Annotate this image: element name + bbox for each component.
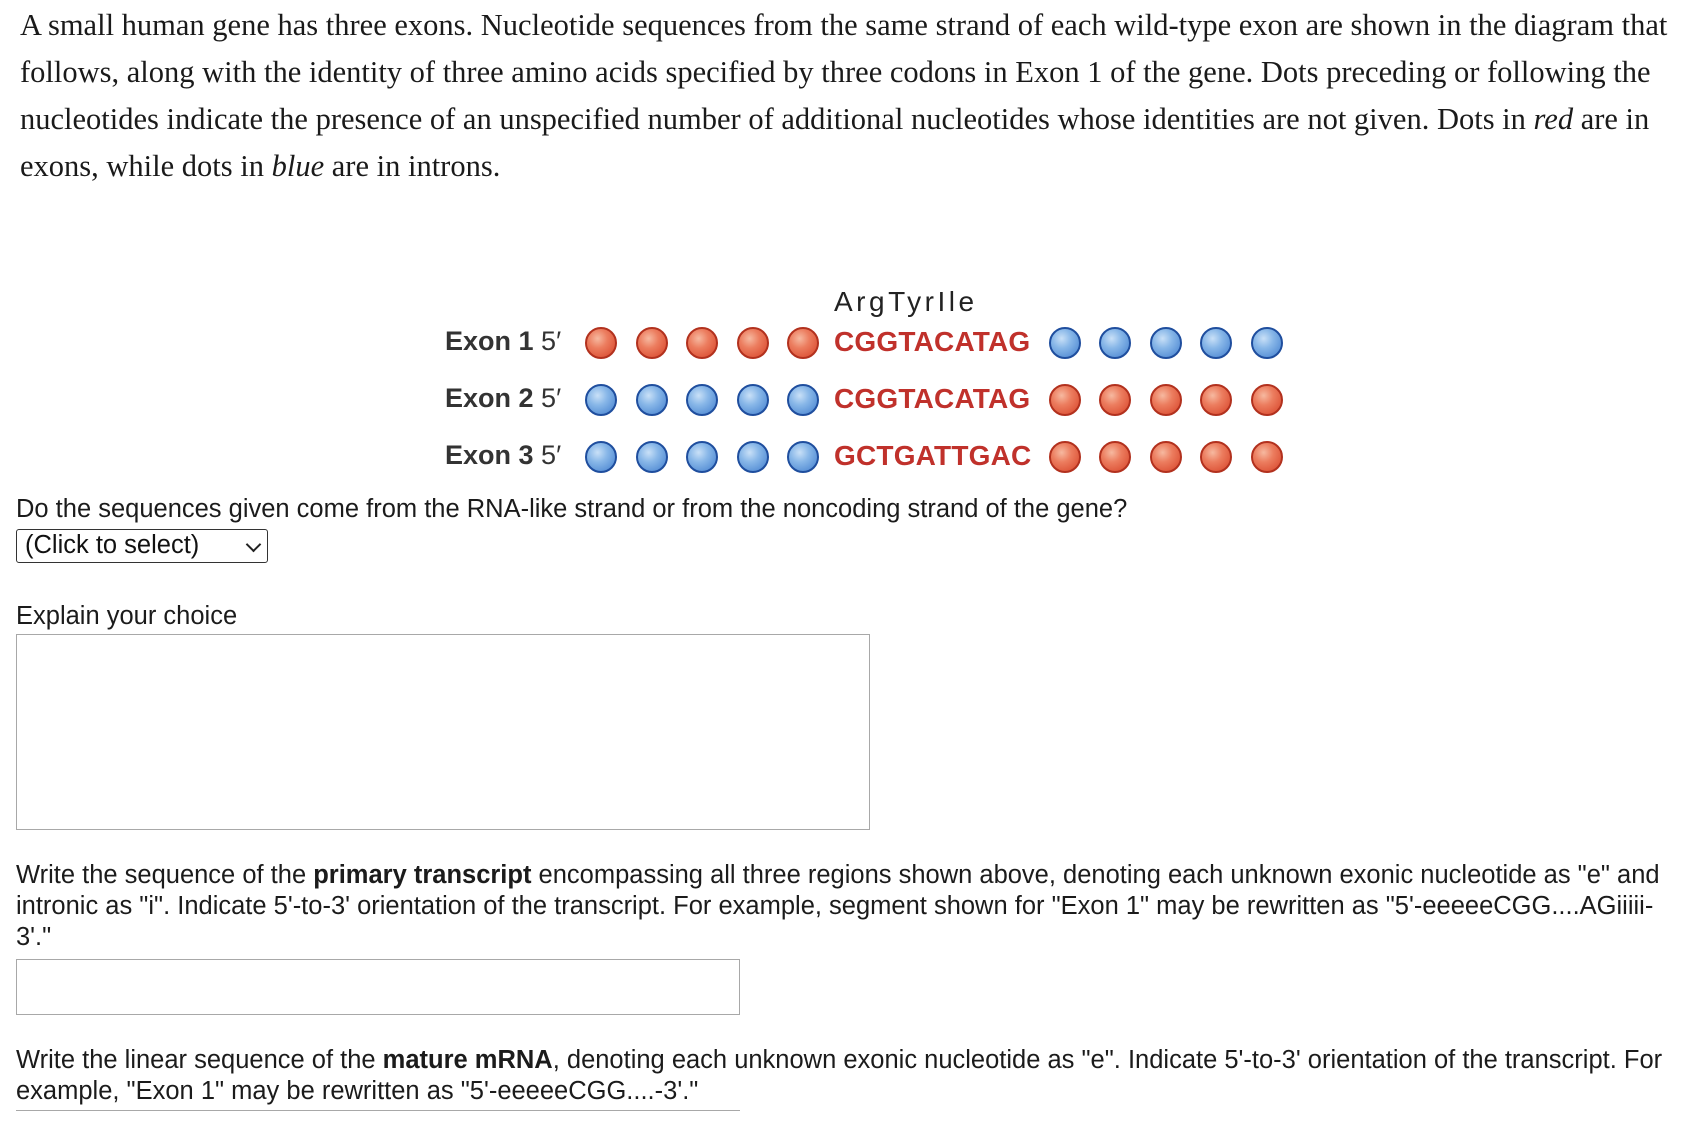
exon-3-preceding-intronic-dot (787, 441, 819, 473)
exon-2-following-exonic-dot (1049, 384, 1081, 416)
exon-3-label (445, 440, 561, 471)
primary-transcript-text-1: Write the sequence of the (16, 861, 314, 889)
intro-red-word: red (1533, 102, 1574, 136)
exon-2-following-exonic-dot (1150, 384, 1182, 416)
exon-1-sequence: CGGTACATAG (834, 326, 1031, 357)
intro-text-1: A small human gene has three exons. Nucleotide sequences from the same strand of each wild-type exon are shown in the diagram that follows, along with the identity of three amino acids specified by three codons in Exon 1 of the gene. Dots preceding or following the nucleotides indicate the presence of an unspecified number of additional nucleotides whose identities are not given. Dots in (20, 8, 1668, 136)
exon-2-preceding-intronic-dot (585, 384, 617, 416)
exon-1-preceding-exonic-dot (636, 327, 668, 359)
exon-2-following-exonic-dot (1099, 384, 1131, 416)
exon-2-preceding-intronic-dot (737, 384, 769, 416)
mature-mrna-input[interactable] (16, 1110, 740, 1130)
primary-transcript-bold: primary transcript (313, 861, 532, 889)
exon-3-following-exonic-dot (1150, 441, 1182, 473)
exon-1-name: Exon 1 (445, 326, 534, 356)
exon-3-sequence: GCTGATTGAC (834, 440, 1032, 471)
exon-3-following-exonic-dot (1099, 441, 1131, 473)
mature-mrna-question (16, 1045, 1688, 1107)
mature-mrna-text-1: Write the linear sequence of the (16, 1046, 383, 1074)
exon-2-preceding-intronic-dot (686, 384, 718, 416)
explain-textarea[interactable] (16, 634, 870, 830)
exon-3-following-exonic-dot (1251, 441, 1283, 473)
exon-2-name: Exon 2 (445, 383, 534, 413)
mature-mrna-text-2: , denoting each unknown exonic nucleotide as "e". Indicate 5'-to-3' orientation of the transcript. For example, "Exon 1" may be rewritten as "5'-eeeeeCGG....-3'." (16, 1046, 1663, 1105)
exon-1-label (445, 326, 561, 357)
exon-1-preceding-exonic-dot (686, 327, 718, 359)
exon-3-following-exonic-dot (1049, 441, 1081, 473)
exon-2-preceding-intronic-dot (636, 384, 668, 416)
exon-1-prime: 5′ (541, 326, 562, 356)
exon-2-sequence: CGGTACATAG (834, 383, 1031, 414)
exon-1-following-intronic-dot (1150, 327, 1182, 359)
amino-acid-labels: ArgTyrIle (834, 286, 978, 317)
exon-1-following-intronic-dot (1200, 327, 1232, 359)
exon-1-following-intronic-dot (1099, 327, 1131, 359)
intro-blue-word: blue (271, 149, 325, 183)
exon-3-following-exonic-dot (1200, 441, 1232, 473)
exon-2-preceding-intronic-dot (787, 384, 819, 416)
intro-text-3: are in introns. (324, 149, 501, 183)
primary-transcript-text-2: encompassing all three regions shown above, denoting each unknown exonic nucleotide as "e" and intronic as "i". Indicate 5'-to-3' orientation of the transcript. For example, segment shown for "Exon 1" may be rewritten as "5'-eeeeeCGG....AGiiiii-3'." (16, 861, 1660, 951)
primary-transcript-input[interactable] (16, 959, 740, 1015)
exon-3-prime: 5′ (541, 440, 562, 470)
strand-question: Do the sequences given come from the RNA-like strand or from the noncoding strand of the gene? (16, 495, 1128, 523)
exon-1-following-intronic-dot (1251, 327, 1283, 359)
exon-diagram (0, 0, 1700, 480)
exon-1-preceding-exonic-dot (737, 327, 769, 359)
primary-transcript-question (16, 860, 1688, 953)
exon-3-preceding-intronic-dot (585, 441, 617, 473)
exon-1-following-intronic-dot (1049, 327, 1081, 359)
exon-1-preceding-exonic-dot (585, 327, 617, 359)
exon-2-following-exonic-dot (1200, 384, 1232, 416)
exon-3-preceding-intronic-dot (636, 441, 668, 473)
exon-1-preceding-exonic-dot (787, 327, 819, 359)
exon-3-preceding-intronic-dot (737, 441, 769, 473)
strand-select-value: (Click to select) (25, 531, 200, 559)
exon-2-label (445, 383, 561, 414)
chevron-down-icon (246, 537, 262, 553)
explain-label: Explain your choice (16, 602, 238, 630)
strand-select[interactable] (16, 529, 268, 563)
exon-2-following-exonic-dot (1251, 384, 1283, 416)
exon-3-name: Exon 3 (445, 440, 534, 470)
intro-text-2: are in exons, while dots in (20, 102, 1650, 183)
exon-2-prime: 5′ (541, 383, 562, 413)
exon-3-preceding-intronic-dot (686, 441, 718, 473)
mature-mrna-bold: mature mRNA (382, 1046, 553, 1074)
